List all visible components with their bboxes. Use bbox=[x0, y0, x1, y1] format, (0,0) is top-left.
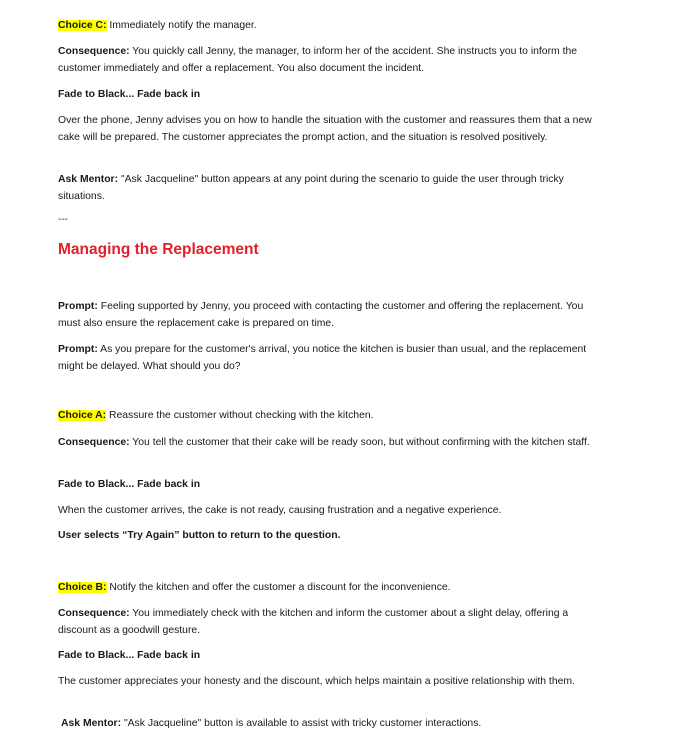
choice-a-line bbox=[58, 408, 606, 425]
choice-a-label: Choice A: bbox=[58, 410, 107, 421]
consequence-label: Consequence: bbox=[58, 608, 130, 619]
prompt-2 bbox=[58, 342, 606, 375]
choice-a-user-action: User selects “Try Again” button to return to the question. bbox=[58, 530, 341, 541]
choice-b-mentor bbox=[61, 716, 609, 733]
consequence-text: You quickly call Jenny, the manager, to inform her of the accident. She instructs you to inform the customer immediately and offer a replacement. You also document the incident. bbox=[58, 46, 578, 74]
choice-c-fade: Fade to Black... Fade back in bbox=[58, 89, 201, 100]
consequence-label: Consequence: bbox=[58, 437, 130, 448]
prompt-text: As you prepare for the customer's arrival, you notice the kitchen is busier than usual, and the replacement might be delayed. What should you do? bbox=[58, 344, 587, 372]
choice-c-mentor bbox=[58, 172, 606, 205]
prompt-text: Feeling supported by Jenny, you proceed with contacting the customer and offering the replacement. You must also ensure the replacement cake is prepared on time. bbox=[58, 301, 584, 329]
choice-b-line bbox=[58, 580, 606, 597]
choice-a-consequence bbox=[58, 435, 606, 452]
mentor-text: "Ask Jacqueline" button is available to assist with tricky customer interactions. bbox=[123, 718, 482, 729]
mentor-text: "Ask Jacqueline" button appears at any point during the scenario to guide the user through tricky situations. bbox=[58, 174, 564, 202]
choice-c-text: Immediately notify the manager. bbox=[109, 20, 257, 31]
consequence-label: Consequence: bbox=[58, 46, 130, 57]
prompt-label: Prompt: bbox=[58, 301, 98, 312]
choice-c-label: Choice C: bbox=[58, 20, 107, 31]
choice-a-outcome: When the customer arrives, the cake is not ready, causing frustration and a negative experience. bbox=[58, 505, 502, 516]
section-title: Managing the Replacement bbox=[58, 241, 259, 258]
choice-c-outcome: Over the phone, Jenny advises you on how to handle the situation with the customer and reassures them that a new cake will be prepared. The customer appreciates the prompt action, and the situation is resolved positively. bbox=[58, 115, 592, 143]
choice-a-fade: Fade to Black... Fade back in bbox=[58, 479, 201, 490]
choice-b-label: Choice B: bbox=[58, 582, 107, 593]
choice-b-outcome: The customer appreciates your honesty and the discount, which helps maintain a positive relationship with them. bbox=[58, 676, 575, 687]
choice-b-fade: Fade to Black... Fade back in bbox=[58, 650, 201, 661]
choice-b-text: Notify the kitchen and offer the customer a discount for the inconvenience. bbox=[109, 582, 451, 593]
mentor-label: Ask Mentor: bbox=[58, 174, 119, 185]
choice-b-consequence bbox=[58, 606, 606, 639]
prompt-label: Prompt: bbox=[58, 344, 98, 355]
choice-c-consequence bbox=[58, 44, 606, 77]
consequence-text: You immediately check with the kitchen and inform the customer about a slight delay, offering a discount as a goodwill gesture. bbox=[58, 608, 569, 636]
choice-a-text: Reassure the customer without checking with the kitchen. bbox=[109, 410, 374, 421]
mentor-label: Ask Mentor: bbox=[61, 718, 122, 729]
section-divider: --- bbox=[58, 214, 68, 225]
consequence-text: You tell the customer that their cake will be ready soon, but without confirming with the kitchen staff. bbox=[132, 437, 590, 448]
prompt-1 bbox=[58, 299, 606, 332]
choice-c-line bbox=[58, 18, 606, 35]
